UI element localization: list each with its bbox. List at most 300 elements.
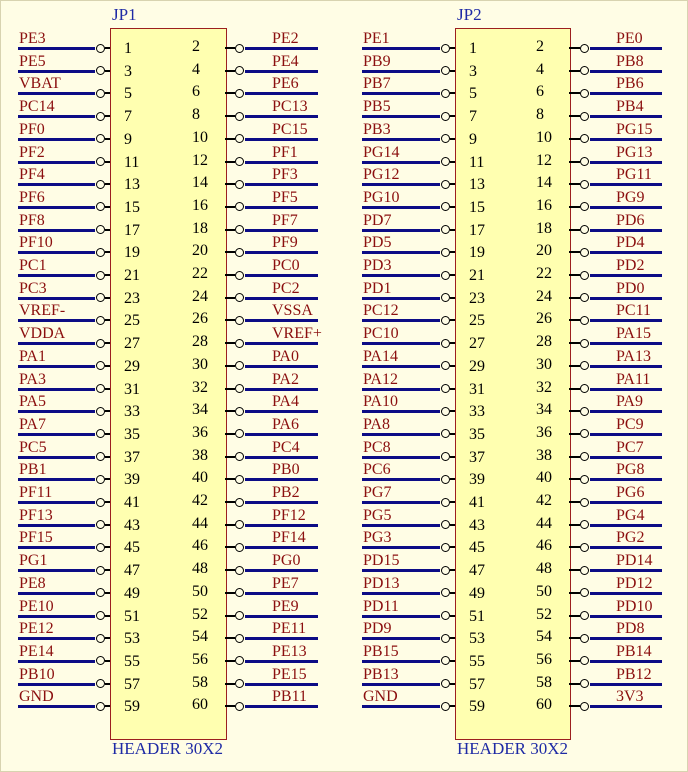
jp2-net-label-pin-48[interactable]: PD14: [616, 552, 653, 570]
jp1-pin-48-stub: [225, 569, 235, 571]
jp2-net-label-pin-35[interactable]: PA8: [363, 415, 390, 433]
jp2-pin-number: 9: [469, 130, 477, 148]
jp1-pin-number: 38: [192, 446, 208, 464]
jp1-pin-32-bubble[interactable]: [235, 384, 244, 393]
jp1-pin-number: 48: [192, 560, 208, 578]
jp2-pin-number: 50: [536, 582, 552, 600]
jp2-net-label-pin-4[interactable]: PB8: [616, 52, 644, 70]
jp2-net-label-pin-38[interactable]: PC7: [616, 438, 644, 456]
jp2-net-wire-left: [362, 70, 440, 73]
jp1-net-label-pin-57[interactable]: PB10: [19, 665, 55, 683]
jp2-net-label-pin-40[interactable]: PG8: [616, 461, 645, 479]
jp2-pin-number: 52: [536, 605, 552, 623]
jp1-pin-59-stub: [105, 705, 110, 707]
jp2-net-wire-left: [362, 478, 440, 481]
jp1-pin-54-bubble[interactable]: [235, 634, 244, 643]
jp1-net-label-pin-23[interactable]: PC3: [19, 279, 47, 297]
jp2-net-wire-right: [590, 365, 662, 368]
jp1-pin-59-bubble[interactable]: [96, 702, 105, 711]
jp1-net-label-pin-25[interactable]: VREF-: [19, 302, 66, 320]
jp1-pin-number: 4: [192, 60, 200, 78]
jp2-pin-25-bubble[interactable]: [441, 316, 450, 325]
jp1-net-label-pin-12[interactable]: PF1: [272, 143, 298, 161]
jp1-pin-number: 35: [124, 425, 140, 443]
jp1-net-label-pin-20[interactable]: PF9: [272, 234, 298, 252]
jp1-pin-45-bubble[interactable]: [96, 543, 105, 552]
jp1-pin-33-bubble[interactable]: [96, 407, 105, 416]
jp1-pin-26-bubble[interactable]: [235, 316, 244, 325]
jp2-pin-number: 6: [536, 83, 544, 101]
jp2-net-wire-left: [362, 229, 440, 232]
jp2-pin-27-bubble[interactable]: [441, 339, 450, 348]
jp2-pin-1-bubble[interactable]: [441, 44, 450, 53]
jp2-pin-32-bubble[interactable]: [580, 384, 589, 393]
jp1-net-label-pin-47[interactable]: PG1: [19, 552, 48, 570]
jp1-pin-22-bubble[interactable]: [235, 271, 244, 280]
jp1-pin-13-stub: [105, 183, 110, 185]
jp1-pin-number: 16: [192, 196, 208, 214]
jp1-pin-number: 8: [192, 106, 200, 124]
jp2-net-label-pin-17[interactable]: PD7: [363, 211, 392, 229]
jp2-pin-5-bubble[interactable]: [441, 89, 450, 98]
jp2-pin-20-stub: [569, 251, 580, 253]
jp2-pin-31-stub: [450, 388, 455, 390]
jp1-net-label-pin-40[interactable]: PB0: [272, 461, 300, 479]
jp2-net-label-pin-12[interactable]: PG13: [616, 143, 653, 161]
jp2-net-label-pin-36[interactable]: PC9: [616, 415, 644, 433]
jp2-net-wire-right: [590, 206, 662, 209]
jp1-net-wire-left: [18, 251, 95, 254]
jp1-pin-number: 25: [124, 312, 140, 330]
jp1-net-label-pin-4[interactable]: PE4: [272, 52, 299, 70]
jp2-pin-9-stub: [450, 138, 455, 140]
jp1-ref-label: JP1: [112, 5, 137, 24]
jp2-net-label-pin-54[interactable]: PD8: [616, 620, 645, 638]
jp2-pin-42-bubble[interactable]: [580, 498, 589, 507]
jp1-net-wire-right: [245, 365, 318, 368]
jp1-net-label-pin-36[interactable]: PA6: [272, 415, 299, 433]
jp2-net-wire-left: [362, 546, 440, 549]
jp1-net-label-pin-30[interactable]: PA0: [272, 347, 299, 365]
jp2-pin-40-bubble[interactable]: [580, 475, 589, 484]
jp2-net-label-pin-37[interactable]: PC8: [363, 438, 391, 456]
jp1-net-wire-left: [18, 297, 95, 300]
jp2-net-label-pin-49[interactable]: PD13: [363, 574, 400, 592]
jp2-pin-21-bubble[interactable]: [441, 271, 450, 280]
jp2-net-label-pin-22[interactable]: PD2: [616, 257, 645, 274]
jp2-pin-39-bubble[interactable]: [441, 475, 450, 484]
jp2-pin-12-bubble[interactable]: [580, 157, 589, 166]
jp1-pin-8-stub: [225, 115, 235, 117]
jp1-pin-38-stub: [225, 456, 235, 458]
jp2-net-label-pin-32[interactable]: PA11: [616, 370, 651, 388]
jp1-pin-number: 3: [124, 62, 132, 80]
jp1-net-label-pin-28[interactable]: VREF+: [272, 325, 322, 343]
jp1-net-label-pin-48[interactable]: PG0: [272, 552, 301, 570]
jp1-net-label-pin-50[interactable]: PE7: [272, 574, 299, 592]
jp2-net-label-pin-30[interactable]: PA13: [616, 347, 651, 365]
jp1-pin-number: 12: [192, 151, 208, 169]
jp2-net-wire-right: [590, 115, 662, 118]
jp2-pin-48-bubble[interactable]: [580, 566, 589, 575]
jp2-net-wire-left: [362, 683, 440, 686]
jp2-net-label-pin-2[interactable]: PE0: [616, 30, 643, 47]
jp2-net-label-pin-14[interactable]: PG11: [616, 166, 652, 184]
jp1-net-wire-right: [245, 229, 318, 232]
jp1-net-label-pin-34[interactable]: PA4: [272, 393, 299, 411]
jp1-net-wire-right: [245, 433, 318, 436]
jp2-pin-34-bubble[interactable]: [580, 407, 589, 416]
jp1-pin-25-stub: [105, 319, 110, 321]
jp2-pin-54-bubble[interactable]: [580, 634, 589, 643]
jp1-pin-26-stub: [225, 319, 235, 321]
jp1-net-label-pin-44[interactable]: PF12: [272, 506, 306, 524]
jp1-net-wire-left: [18, 705, 95, 708]
jp1-pin-53-bubble[interactable]: [96, 634, 105, 643]
jp1-net-label-pin-52[interactable]: PE9: [272, 597, 299, 615]
jp2-net-label-pin-46[interactable]: PG2: [616, 529, 645, 547]
jp1-pin-36-stub: [225, 433, 235, 435]
jp1-net-label-pin-21[interactable]: PC1: [19, 257, 47, 274]
jp1-net-label-pin-1[interactable]: PE3: [19, 30, 46, 47]
jp1-net-label-pin-24[interactable]: PC2: [272, 279, 300, 297]
jp2-pin-53-bubble[interactable]: [441, 634, 450, 643]
jp1-pin-60-bubble[interactable]: [235, 702, 244, 711]
jp1-pin-11-bubble[interactable]: [96, 157, 105, 166]
jp1-net-wire-right: [245, 138, 318, 141]
jp1-net-label-pin-58[interactable]: PE15: [272, 665, 307, 683]
jp1-pin-number: 29: [124, 357, 140, 375]
jp2-net-label-pin-10[interactable]: PG15: [616, 120, 653, 138]
jp1-pin-31-bubble[interactable]: [96, 384, 105, 393]
jp2-net-label-pin-25[interactable]: PC12: [363, 302, 399, 320]
jp1-net-label-pin-46[interactable]: PF14: [272, 529, 306, 547]
jp2-net-label-pin-19[interactable]: PD5: [363, 234, 392, 252]
jp1-net-wire-left: [18, 47, 95, 50]
jp2-net-label-pin-56[interactable]: PB14: [616, 642, 652, 660]
jp1-net-label-pin-13[interactable]: PF4: [19, 166, 45, 184]
jp2-net-label-pin-1[interactable]: PE1: [363, 30, 390, 47]
jp1-pin-7-bubble[interactable]: [96, 112, 105, 121]
jp2-pin-number: 5: [469, 85, 477, 103]
jp1-pin-46-bubble[interactable]: [235, 543, 244, 552]
jp2-net-label-pin-18[interactable]: PD6: [616, 211, 645, 229]
jp1-net-label-pin-43[interactable]: PF13: [19, 506, 53, 524]
jp1-net-label-pin-8[interactable]: PC13: [272, 98, 308, 116]
jp1-net-label-pin-59[interactable]: GND: [19, 688, 54, 706]
jp1-pin-39-bubble[interactable]: [96, 475, 105, 484]
jp2-net-label-pin-3[interactable]: PB9: [363, 52, 391, 70]
jp1-pin-41-bubble[interactable]: [96, 498, 105, 507]
jp2-pin-22-bubble[interactable]: [580, 271, 589, 280]
jp2-net-label-pin-29[interactable]: PA14: [363, 347, 398, 365]
jp2-net-label-pin-57[interactable]: PB13: [363, 665, 399, 683]
jp2-net-label-pin-60[interactable]: 3V3: [616, 688, 644, 706]
jp1-pin-19-bubble[interactable]: [96, 248, 105, 257]
jp1-net-label-pin-17[interactable]: PF8: [19, 211, 45, 229]
jp2-net-label-pin-52[interactable]: PD10: [616, 597, 653, 615]
jp1-net-label-pin-41[interactable]: PF11: [19, 484, 53, 501]
jp2-pin-47-bubble[interactable]: [441, 566, 450, 575]
jp2-pin-13-stub: [450, 183, 455, 185]
jp1-net-label-pin-5[interactable]: VBAT: [19, 75, 61, 93]
jp2-pin-number: 40: [536, 469, 552, 487]
jp2-pin-33-stub: [450, 410, 455, 412]
jp1-net-label-pin-45[interactable]: PF15: [19, 529, 53, 547]
jp2-pin-7-bubble[interactable]: [441, 112, 450, 121]
jp2-pin-2-stub: [569, 47, 580, 49]
jp1-net-label-pin-7[interactable]: PC14: [19, 98, 55, 116]
jp1-pin-52-bubble[interactable]: [235, 611, 244, 620]
jp2-net-wire-right: [590, 183, 662, 186]
jp2-net-label-pin-27[interactable]: PC10: [363, 325, 399, 343]
jp2-net-wire-left: [362, 47, 440, 50]
jp2-net-label-pin-44[interactable]: PG4: [616, 506, 645, 524]
jp2-net-label-pin-24[interactable]: PD0: [616, 279, 645, 297]
jp2-pin-number: 28: [536, 333, 552, 351]
jp1-pin-27-bubble[interactable]: [96, 339, 105, 348]
jp1-pin-51-bubble[interactable]: [96, 611, 105, 620]
jp2-net-label-pin-47[interactable]: PD15: [363, 552, 400, 570]
jp2-net-wire-left: [362, 388, 440, 391]
jp1-net-label-pin-26[interactable]: VSSA: [272, 302, 313, 320]
jp2-net-wire-left: [362, 138, 440, 141]
jp1-net-label-pin-29[interactable]: PA1: [19, 347, 46, 365]
jp2-net-label-pin-7[interactable]: PB5: [363, 98, 391, 116]
jp1-net-wire-left: [18, 615, 95, 618]
jp2-pin-number: 59: [469, 698, 485, 716]
jp1-pin-number: 24: [192, 287, 208, 305]
jp1-pin-number: 60: [192, 696, 208, 714]
jp2-net-label-pin-59[interactable]: GND: [363, 688, 398, 706]
jp1-net-wire-right: [245, 410, 318, 413]
jp2-pin-60-stub: [569, 705, 580, 707]
jp2-pin-number: 54: [536, 628, 552, 646]
jp1-pin-number: 31: [124, 380, 140, 398]
jp1-pin-55-stub: [105, 660, 110, 662]
jp2-net-wire-right: [590, 478, 662, 481]
jp1-net-wire-right: [245, 183, 318, 186]
jp1-pin-5-stub: [105, 92, 110, 94]
jp2-pin-24-stub: [569, 297, 580, 299]
jp1-net-label-pin-53[interactable]: PE12: [19, 620, 54, 638]
jp2-net-label-pin-58[interactable]: PB12: [616, 665, 652, 683]
jp2-net-label-pin-16[interactable]: PG9: [616, 188, 645, 206]
jp2-net-label-pin-20[interactable]: PD4: [616, 234, 645, 252]
jp1-net-label-pin-27[interactable]: VDDA: [19, 325, 66, 343]
jp1-net-label-pin-55[interactable]: PE14: [19, 642, 54, 660]
jp1-pin-6-bubble[interactable]: [235, 89, 244, 98]
jp1-pin-17-stub: [105, 229, 110, 231]
jp1-net-label-pin-38[interactable]: PC4: [272, 438, 300, 456]
jp2-net-label-pin-5[interactable]: PB7: [363, 75, 391, 93]
jp2-net-wire-right: [590, 615, 662, 618]
jp1-pin-number: 37: [124, 448, 140, 466]
jp2-net-wire-left: [362, 297, 440, 300]
jp1-net-label-pin-51[interactable]: PE10: [19, 597, 54, 615]
jp2-pin-number: 43: [469, 516, 485, 534]
jp1-pin-8-bubble[interactable]: [235, 112, 244, 121]
jp2-net-wire-left: [362, 569, 440, 572]
jp1-pin-12-stub: [225, 161, 235, 163]
jp2-pin-54-stub: [569, 637, 580, 639]
jp1-pin-29-stub: [105, 365, 110, 367]
jp2-net-label-pin-13[interactable]: PG12: [363, 166, 400, 184]
jp2-net-label-pin-41[interactable]: PG7: [363, 484, 392, 501]
jp1-pin-25-bubble[interactable]: [96, 316, 105, 325]
jp1-net-label-pin-37[interactable]: PC5: [19, 438, 47, 456]
jp1-net-label-pin-33[interactable]: PA5: [19, 393, 46, 411]
jp2-pin-26-bubble[interactable]: [580, 316, 589, 325]
jp1-net-wire-left: [18, 410, 95, 413]
jp1-pin-48-bubble[interactable]: [235, 566, 244, 575]
jp2-pin-59-bubble[interactable]: [441, 702, 450, 711]
jp2-net-label-pin-23[interactable]: PD1: [363, 279, 392, 297]
jp2-net-wire-right: [590, 47, 662, 50]
jp1-net-label-pin-18[interactable]: PF7: [272, 211, 298, 229]
jp2-pin-52-bubble[interactable]: [580, 611, 589, 620]
jp1-pin-number: 20: [192, 242, 208, 260]
jp2-net-label-pin-33[interactable]: PA10: [363, 393, 398, 411]
jp2-pin-8-bubble[interactable]: [580, 112, 589, 121]
jp1-pin-5-bubble[interactable]: [96, 89, 105, 98]
jp2-pin-11-bubble[interactable]: [441, 157, 450, 166]
jp1-net-label-pin-60[interactable]: PB11: [272, 688, 307, 706]
jp2-net-label-pin-43[interactable]: PG5: [363, 506, 392, 524]
jp2-net-label-pin-11[interactable]: PG14: [363, 143, 400, 161]
jp1-net-label-pin-56[interactable]: PE13: [272, 642, 307, 660]
jp1-pin-47-bubble[interactable]: [96, 566, 105, 575]
jp2-net-label-pin-9[interactable]: PB3: [363, 120, 391, 138]
jp1-net-label-pin-35[interactable]: PA7: [19, 415, 46, 433]
jp1-pin-number: 53: [124, 630, 140, 648]
jp1-net-label-pin-11[interactable]: PF2: [19, 143, 45, 161]
jp2-pin-51-bubble[interactable]: [441, 611, 450, 620]
jp1-net-wire-right: [245, 546, 318, 549]
jp2-pin-31-bubble[interactable]: [441, 384, 450, 393]
jp2-pin-60-bubble[interactable]: [580, 702, 589, 711]
jp1-net-label-pin-2[interactable]: PE2: [272, 30, 299, 47]
jp1-net-label-pin-54[interactable]: PE11: [272, 620, 307, 638]
jp1-pin-19-stub: [105, 251, 110, 253]
jp2-pin-40-stub: [569, 478, 580, 480]
jp1-pin-53-stub: [105, 637, 110, 639]
jp1-net-label-pin-9[interactable]: PF0: [19, 120, 45, 138]
jp1-net-wire-right: [245, 501, 318, 504]
jp2-pin-17-stub: [450, 229, 455, 231]
jp1-net-label-pin-16[interactable]: PF5: [272, 188, 298, 206]
jp1-net-label-pin-3[interactable]: PE5: [19, 52, 46, 70]
jp2-net-label-pin-15[interactable]: PG10: [363, 188, 400, 206]
jp2-pin-16-stub: [569, 206, 580, 208]
jp1-pin-42-bubble[interactable]: [235, 498, 244, 507]
jp1-net-label-pin-32[interactable]: PA2: [272, 370, 299, 388]
jp2-net-label-pin-45[interactable]: PG3: [363, 529, 392, 547]
jp1-pin-28-bubble[interactable]: [235, 339, 244, 348]
jp1-net-label-pin-14[interactable]: PF3: [272, 166, 298, 184]
jp2-pin-46-bubble[interactable]: [580, 543, 589, 552]
jp2-net-label-pin-31[interactable]: PA12: [363, 370, 398, 388]
jp1-pin-number: 36: [192, 423, 208, 441]
jp1-net-label-pin-15[interactable]: PF6: [19, 188, 45, 206]
jp2-pin-number: 8: [536, 106, 544, 124]
jp2-net-wire-left: [362, 342, 440, 345]
jp1-pin-50-stub: [225, 592, 235, 594]
jp2-pin-12-stub: [569, 161, 580, 163]
jp2-net-label-pin-39[interactable]: PC6: [363, 461, 391, 479]
jp1-net-label-pin-31[interactable]: PA3: [19, 370, 46, 388]
jp2-net-label-pin-50[interactable]: PD12: [616, 574, 653, 592]
jp1-net-wire-left: [18, 456, 95, 459]
jp1-net-label-pin-49[interactable]: PE8: [19, 574, 46, 592]
jp1-pin-1-bubble[interactable]: [96, 44, 105, 53]
jp1-pin-20-bubble[interactable]: [235, 248, 244, 257]
jp2-pin-28-bubble[interactable]: [580, 339, 589, 348]
jp1-pin-40-bubble[interactable]: [235, 475, 244, 484]
jp2-net-label-pin-21[interactable]: PD3: [363, 257, 392, 274]
jp2-pin-14-bubble[interactable]: [580, 180, 589, 189]
jp2-net-label-pin-51[interactable]: PD11: [363, 597, 399, 615]
jp2-net-label-pin-28[interactable]: PA15: [616, 325, 651, 343]
jp1-pin-34-bubble[interactable]: [235, 407, 244, 416]
jp1-pin-9-stub: [105, 138, 110, 140]
jp2-net-label-pin-8[interactable]: PB4: [616, 98, 644, 116]
jp2-net-label-pin-34[interactable]: PA9: [616, 393, 643, 411]
jp2-pin-5-stub: [450, 92, 455, 94]
jp1-pin-number: 6: [192, 83, 200, 101]
jp2-pin-20-bubble[interactable]: [580, 248, 589, 257]
jp1-pin-12-bubble[interactable]: [235, 157, 244, 166]
jp1-net-label-pin-39[interactable]: PB1: [19, 461, 47, 479]
jp1-pin-14-bubble[interactable]: [235, 180, 244, 189]
jp2-net-label-pin-6[interactable]: PB6: [616, 75, 644, 93]
jp1-pin-15-stub: [105, 206, 110, 208]
jp2-pin-43-stub: [450, 524, 455, 526]
jp1-net-label-pin-6[interactable]: PE6: [272, 75, 299, 93]
jp1-pin-2-bubble[interactable]: [235, 44, 244, 53]
jp2-pin-19-bubble[interactable]: [441, 248, 450, 257]
jp2-pin-number: 35: [469, 425, 485, 443]
jp1-net-label-pin-22[interactable]: PC0: [272, 257, 300, 274]
jp1-net-label-pin-42[interactable]: PB2: [272, 484, 300, 501]
jp1-pin-4-stub: [225, 70, 235, 72]
jp1-pin-number: 11: [124, 153, 140, 171]
jp2-net-label-pin-42[interactable]: PG6: [616, 484, 645, 501]
jp2-net-label-pin-53[interactable]: PD9: [363, 620, 392, 638]
jp1-pin-21-bubble[interactable]: [96, 271, 105, 280]
jp2-pin-19-stub: [450, 251, 455, 253]
jp2-pin-13-bubble[interactable]: [441, 180, 450, 189]
jp1-net-label-pin-10[interactable]: PC15: [272, 120, 308, 138]
jp2-pin-29-stub: [450, 365, 455, 367]
jp1-net-label-pin-19[interactable]: PF10: [19, 234, 53, 252]
jp2-pin-number: 49: [469, 584, 485, 602]
jp2-pin-2-bubble[interactable]: [580, 44, 589, 53]
jp2-pin-50-stub: [569, 592, 580, 594]
jp2-net-wire-right: [590, 501, 662, 504]
jp1-pin-7-stub: [105, 115, 110, 117]
jp2-pin-33-bubble[interactable]: [441, 407, 450, 416]
jp2-pin-18-stub: [569, 229, 580, 231]
jp1-pin-13-bubble[interactable]: [96, 180, 105, 189]
jp2-pin-41-bubble[interactable]: [441, 498, 450, 507]
jp2-pin-45-bubble[interactable]: [441, 543, 450, 552]
jp1-pin-18-stub: [225, 229, 235, 231]
jp2-net-label-pin-26[interactable]: PC11: [616, 302, 651, 320]
jp2-pin-6-bubble[interactable]: [580, 89, 589, 98]
jp2-net-label-pin-55[interactable]: PB15: [363, 642, 399, 660]
jp1-pin-24-stub: [225, 297, 235, 299]
